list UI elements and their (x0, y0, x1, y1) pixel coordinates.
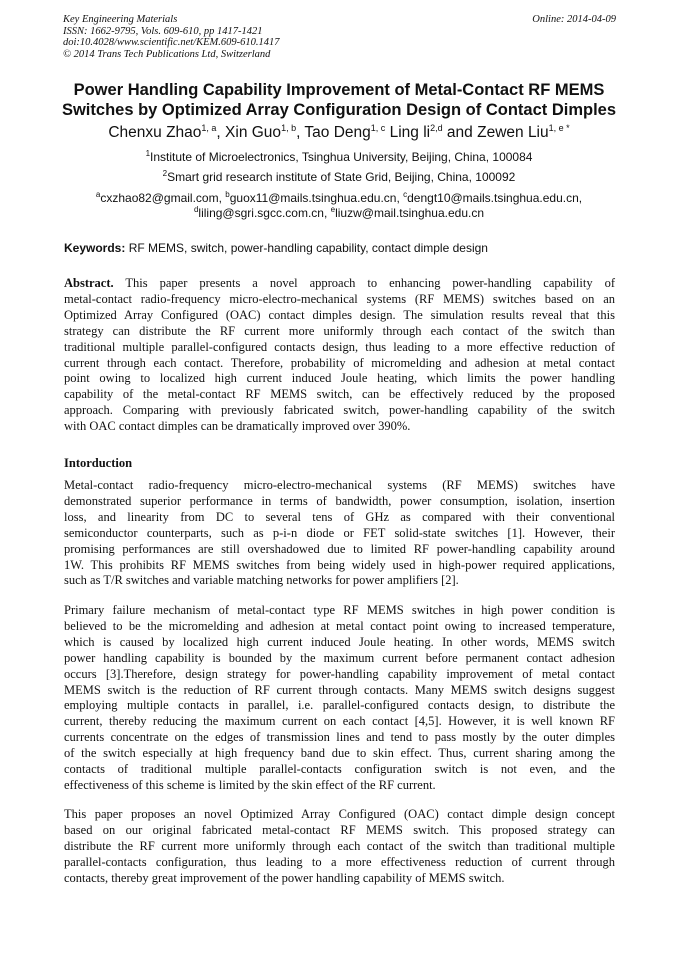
title-line-1: Power Handling Capability Improvement of Metal-Contact RF MEMS (73, 81, 605, 99)
online-date: Online: 2014-04-09 (532, 14, 616, 25)
author-name: Chenxu Zhao (108, 124, 202, 141)
paragraph-line: of the switch especially at high frequency band due to skin effect. Thus, current sharing among the (64, 746, 615, 761)
paragraph-line: contacts of traditional multiple parallel-contacts configuration switch is not even, and the (64, 762, 615, 777)
paragraph-line: employing multiple contacts in parallel, i.e. parallel-configured contacts design, to distribute the (64, 698, 615, 713)
keywords (64, 241, 624, 255)
author-affiliation-mark: 1, e * (548, 122, 570, 133)
email-address: guox11@mails.tsinghua.edu.cn, (229, 191, 404, 205)
paragraph-line: based on our original fabricated metal-contact RF MEMS switch. This proposed strategy can (64, 822, 615, 837)
abstract-label: Abstract. (64, 276, 114, 290)
author-affiliation-mark: 1, a (201, 122, 217, 133)
paragraph-line: distribute the RF current more uniformly through each contact of the switch than traditional multiple (64, 838, 615, 853)
copyright-line: © 2014 Trans Tech Publications Ltd, Switzerland (63, 48, 271, 60)
paragraph-line: parallel-contacts configuration, thus leading to a more effectiveness reduction of current through (64, 854, 615, 869)
email-mark: b (225, 190, 230, 199)
paragraph-line: power handling capability is bounded by the maximum current before permanent contact adhesion (64, 650, 615, 665)
journal-name: Key Engineering Materials (63, 14, 178, 25)
paragraph-line: occurs [3].Therefore, design strategy for power-handling capability improvement of metal contact (64, 666, 615, 681)
affiliation-mark: 2 (162, 169, 168, 178)
email-line-2 (40, 206, 638, 221)
paragraph-line: Primary failure mechanism of metal-contact type RF MEMS switches in high power condition is (64, 603, 615, 617)
paragraph-line: effectiveness of this scheme is limited by the skin effect of the RF current. (64, 777, 436, 792)
abstract-line: metal-contact radio-frequency micro-electro-mechanical systems (RF MEMS) switches based on an (64, 291, 615, 306)
affiliation-text: Smart grid research institute of State Grid, Beijing, China, 100092 (167, 170, 516, 184)
author-list (40, 123, 638, 143)
author-name: Ling li (389, 124, 431, 141)
affiliation-mark: 1 (145, 149, 151, 158)
email-address: liling@sgri.sgcc.com.cn, (198, 206, 331, 220)
author-separator: and (442, 124, 478, 141)
abstract (64, 276, 615, 435)
paragraph-line: semiconductor counterparts, such as p-i-n diode or FET solid-state switches [1]. However, their (64, 525, 615, 540)
affiliation-1 (40, 150, 638, 164)
author-separator: , (216, 124, 226, 141)
email-mark: a (95, 190, 101, 199)
author-affiliation-mark: 1, b (281, 122, 297, 133)
section-heading-introduction: Intorduction (64, 456, 133, 470)
abstract-line: traditional multiple parallel-configured contacts design, thus leading to a more effective reduction of (64, 339, 615, 354)
abstract-line: with OAC contact dimples can be dramatically improved over 390%. (64, 419, 411, 434)
paragraph-line: Metal-contact radio-frequency micro-electro-mechanical systems (RF MEMS) switches have (64, 478, 615, 492)
keywords-text: RF MEMS, switch, power-handling capability, contact dimple design (125, 241, 488, 255)
abstract-text: This paper presents a novel approach to enhancing power-handling capability of (113, 276, 615, 290)
title-line-2: Switches by Optimized Array Configuration Design of Contact Dimples (61, 100, 617, 119)
paragraph-line: which is caused by localized high current induced Joule heating. In other words, MEMS switch (64, 634, 615, 649)
abstract-line (64, 276, 615, 292)
paragraph-line: believed to be the micromelding and adhesion at metal contact point owing to increased temperature, (64, 618, 615, 633)
abstract-line: Optimized Array Configured (OAC) contact dimples design. The simulation results reveal that this (64, 307, 615, 322)
paragraph-line: currents concentrate on the edges of transmission lines and tend to pass mostly by the outer dimples (64, 730, 615, 745)
abstract-line: capability of the metal-contact RF MEMS switch, can be effectively reduced by the proposed (64, 387, 615, 402)
abstract-line: current through each contact. Therefore, probability of micromelding and adhesion at metal contact (64, 355, 615, 370)
author-separator: , (296, 124, 305, 141)
intro-paragraph-1 (64, 478, 615, 589)
email-address: dengt10@mails.tsinghua.edu.cn, (407, 191, 583, 205)
paper-title (40, 81, 638, 120)
email-address: liuzw@mail.tsinghua.edu.cn (335, 206, 485, 220)
affiliation-2 (40, 170, 638, 184)
paragraph-line: MEMS switch is the reduction of RF current through contacts. Many MEMS switch designs suggest (64, 682, 615, 697)
doi-line: doi:10.4028/www.scientific.net/KEM.609-610.1417 (63, 37, 280, 48)
affiliation-text: Institute of Microelectronics, Tsinghua University, Beijing, China, 100084 (150, 150, 533, 164)
abstract-line: approach. Comparing with previously fabricated switch, power-handling capability of the switch (64, 403, 615, 418)
author-emails (40, 191, 638, 221)
email-mark: c (403, 190, 408, 199)
author-name: Tao Deng (304, 124, 371, 141)
paragraph-line: This paper proposes an novel Optimized Array Configured (OAC) contact dimple design concept (64, 807, 615, 821)
abstract-line: point owing to localized high current induced Joule heating, which limits the power handling (64, 371, 615, 386)
paragraph-line: 1W. This prohibits RF MEMS switches from being widely used in high-power required applications, (64, 557, 615, 572)
paragraph-line: contacts, thereby great improvement of the power handling capability of MEMS switch. (64, 870, 505, 885)
email-mark: d (193, 205, 199, 214)
journal-info (63, 14, 463, 60)
email-line-1 (40, 191, 638, 206)
keywords-label: Keywords: (64, 241, 126, 255)
paragraph-line: promising performances are still overshadowed due to limited RF power-handling capability around (64, 541, 615, 556)
intro-paragraph-2 (64, 603, 615, 794)
paragraph-line: such as T/R switches and variable matching networks for power amplifiers [2]. (64, 573, 459, 588)
paragraph-line: demonstrated superior performance in terms of bandwidth, power consumption, isolation, insertion (64, 493, 615, 508)
intro-paragraph-3 (64, 807, 615, 887)
email-mark: e (330, 205, 336, 214)
issn-line: ISSN: 1662-9795, Vols. 609-610, pp 1417-1421 (63, 25, 263, 37)
author-name: Xin Guo (225, 124, 282, 141)
abstract-line: strategy can distribute the RF current more uniformly through each contact of the switch than (64, 323, 615, 338)
author-affiliation-mark: 2,d (430, 122, 443, 133)
author-name: Zewen Liu (477, 124, 549, 141)
paragraph-line: loss, and linearity from DC to several tens of GHz as compared with their conventional (64, 509, 615, 524)
author-affiliation-mark: 1, c (370, 122, 386, 133)
email-address: cxzhao82@gmail.com, (100, 191, 226, 205)
paragraph-line: current, thereby reducing the maximum current on each contact [4,5]. However, it is well known RF (64, 714, 615, 729)
